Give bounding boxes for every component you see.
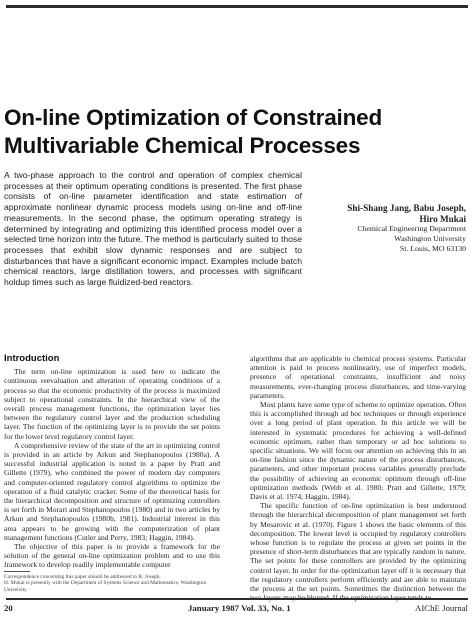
top-rule: [6, 5, 468, 8]
author-names-line-1: Shi-Shang Jang, Babu Joseph,: [347, 203, 466, 213]
right-column: [250, 354, 466, 602]
affiliation-university: Washington University: [394, 233, 466, 243]
left-paragraph-1: The term on-line optimization is used here to indicate the continuous reevaluation and alteration of operating conditions of a process so that the economic productivity of the process is maximized subject to operational constraints. In the hierarchical view of the overall process management functions, the optimization layer lies between the regulatory control layer and the production scheduling layer. The function of the optimizing layer is to provide the set points for the lower level regulatory control layer.: [4, 367, 220, 441]
right-paragraph-3: The specific function of on-line optimization is best understood through the hierarchical decomposition of plant management set forth by Mesarovic et al. (1970). Figure 1 shows the basic elements of this decomposition. The lowest level is occupied by regulatory controllers whose function is to regulate the process at given set points in the presence of short-term disturbances that are typically random in nature. The set points for these controllers are provided by the optimizing control layer. In order for the optimization layer off it is necessary that the regulatory controllers perform efficiently and are able to maintain the process at the set points. Sometimes the distinction between the: [250, 501, 466, 594]
right-paragraph-2: Most plants have some type of scheme to optimize operation. Often this is accomplished through ad hoc techniques or through experience over a long period of plant operation. In this article we will be interested in systematic procedures for achieving a well-defined economic optimum, rather than temporary or ad hoc solutions to specific situations. We will focus our attention on achieving this in an on-line fashion since the dynamic nature of the process disturbances, parameters, and other important process variables generally preclude the possibility of achieving an economic optimum through off-line optimization methods (Webb et al. 1980; Pratt and Gillette, 1979; Davis et al. 1974; Haggin, 1984).: [250, 400, 466, 502]
affiliation-department: Chemical Engineering Department: [357, 224, 466, 233]
author-names-line-2: Hiro Mukai: [419, 213, 466, 224]
author-block: [330, 203, 466, 253]
bottom-rule: [6, 598, 468, 600]
footnote-rule: [4, 571, 30, 572]
page-number: 20: [4, 603, 13, 613]
footnotes: [4, 574, 220, 593]
right-paragraph-1: algorithms that are applicable to chemical process systems. Particular attention is paid to process nonlinearity, use of imperfect models, presence of operational constraints, insufficient and noisy measurements, ever-changing process disturbances, and time-varying parameters.: [250, 354, 466, 400]
left-column: [4, 354, 220, 570]
footnote-affiliation: H. Mukai is presently with the Department of Systems Science and Mathematics, Washington University.: [4, 580, 207, 593]
title-line-1: On-line Optimization of Constrained: [4, 105, 382, 130]
issue-info: January 1987 Vol. 33, No. 1: [188, 603, 291, 613]
journal-name: AIChE Journal: [414, 603, 468, 613]
title-line-2: Multivariable Chemical Processes: [4, 133, 361, 158]
section-heading-introduction: Introduction: [4, 353, 60, 364]
left-paragraph-2: A comprehensive review of the state of the art in optimizing control is provided in an article by Arkun and Stephanopoulos (1980a). A successful industrial application is noted in a paper by Pratt and Gillette (1979), who combined the power of modern day computers and computer-oriented regulatory control algorithms to optimize the operation of a fluid catalytic cracker. Some of the theoretical basis for the hierarchical decomposition and structure of optimizing controllers is set forth in Morari and Stephanopoulos (1980) and in two articles by Arkun and Stephanopoulos (1980b, 1981). Industrial interest in this area appears to be growing with the computerization of plant management functions (Cutler and Perry, 1983; Haggin, 1984).: [4, 440, 220, 542]
footnote-correspondence: Correspondence concerning this paper should be addressed to B. Joseph.: [4, 574, 161, 580]
affiliation-city: St. Louis, MO 63130: [399, 243, 466, 253]
left-paragraph-3: The objective of this paper is to provide a framework for the solution of the general on-line optimization problem and to use this framework to develop readily implementable computer: [4, 542, 220, 570]
article-title: [4, 104, 444, 160]
abstract: A two-phase approach to the control and operation of complex chemical processes at their optimum operating conditions is presented. The first phase consists of on-line parameter identification and state estimation of approximate nonlinear dynamic process models using on-line and off-line measurements. In the second phase, the optimum operating strategy is determined by integrating and optimizing this identified process model over a selected time horizon into the future. The method is particularly suited to those processes that exhibit slow dynamic responses and are subject to disturbances that have a significant economic impact. Examples include batch chemical reactors, large distillation towers, and processes with significant holdup times such as large fluidized-bed reactors.: [4, 170, 302, 288]
